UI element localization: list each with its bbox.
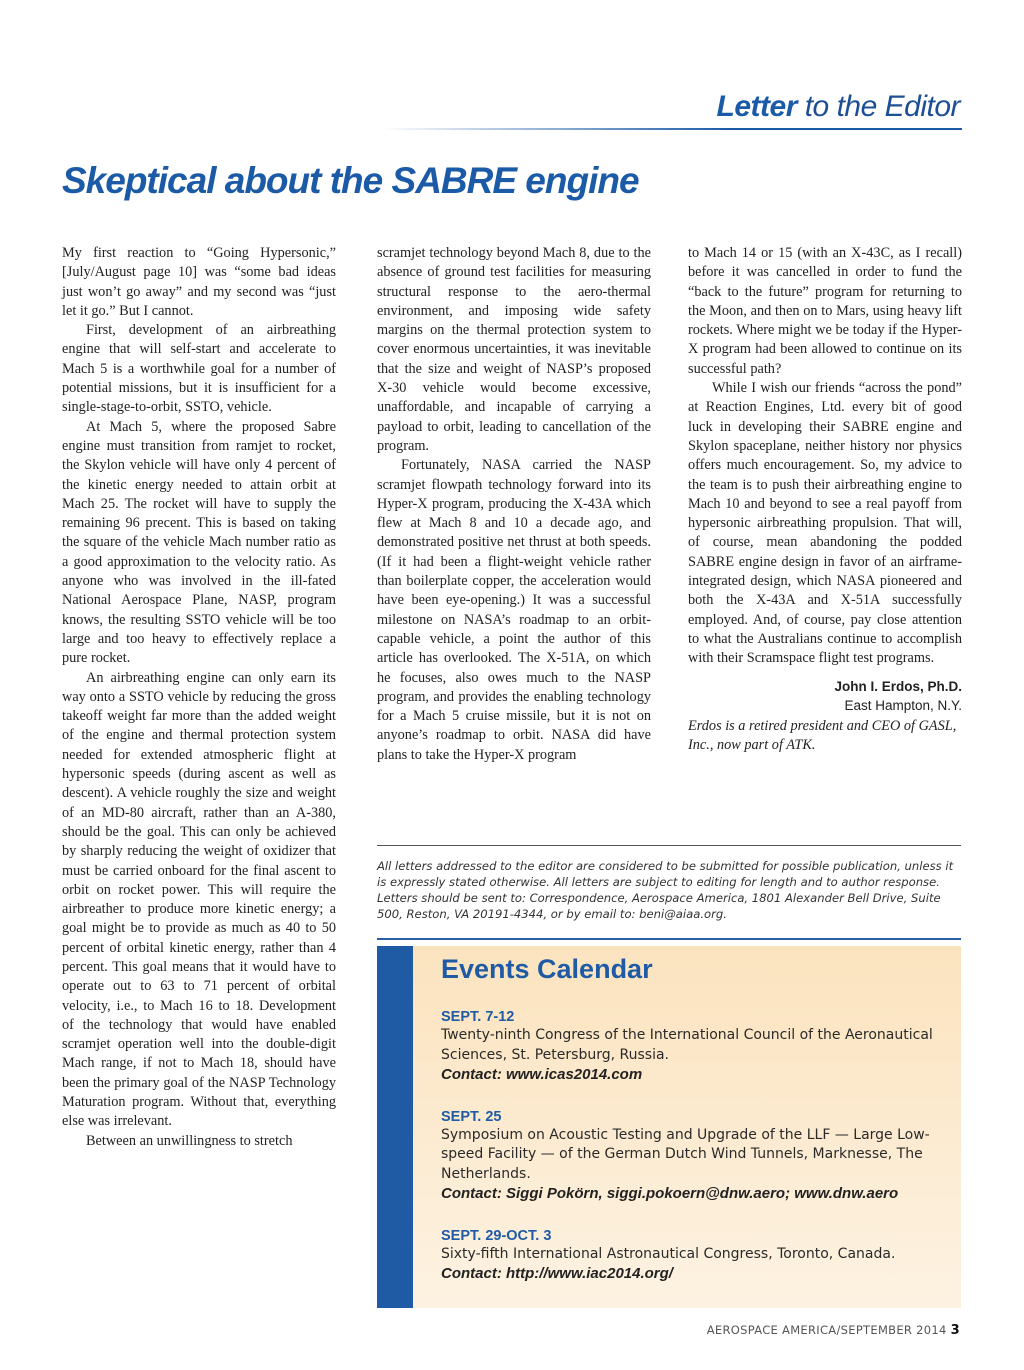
event-date: SEPT. 7-12 <box>441 1009 515 1025</box>
section-header-strong: Letter <box>716 90 797 123</box>
event-item <box>441 1009 951 1085</box>
event-contact: Contact: www.icas2014.com <box>441 1066 643 1083</box>
events-calendar <box>377 946 961 1308</box>
page-number: 3 <box>950 1323 960 1338</box>
paragraph: Between an unwillingness to stretch <box>86 1132 293 1149</box>
events-accent-bar <box>377 946 413 1308</box>
paragraph: My first reaction to “Going Hypersonic,” [July/August page 10] was “some bad ideas just won’t go away” and my second was “just let it go.” But I cannot. <box>62 245 336 319</box>
divider <box>377 938 961 940</box>
event-description: Sixty-fifth International Astronautical Congress, Toronto, Canada. <box>441 1245 896 1262</box>
events-title: Events Calendar <box>441 954 653 984</box>
section-header-rest: to the Editor <box>796 90 960 123</box>
event-contact: Contact: Siggi Pokörn, siggi.pokoern@dnw.aero; www.dnw.aero <box>441 1185 899 1202</box>
event-date: SEPT. 29-OCT. 3 <box>441 1227 552 1244</box>
event-description: Symposium on Acoustic Testing and Upgrade of the LLF — Large Low-speed Facility — of the German Dutch Wind Tunnels, Marknesse, The Netherlands. <box>441 1126 930 1182</box>
paragraph: to Mach 14 or 15 (with an X-43C, as I recall) before it was cancelled in order to fund the “back to the future” program for returning to the Moon, and then on to Mars, using heavy lift rockets. Where might we be today if the Hyper-X program had been allowed to continue on its successful path? <box>688 245 962 377</box>
paragraph: At Mach 5, where the proposed Sabre engine must transition from ramjet to rocket, the Skylon vehicle will have only 4 percent of the kinetic energy needed to attain orbit at Mach 25. The rocket will have to supply the remaining 96 precent. This is based on taking the square of the vehicle Mach number ratio as a good approximation to the velocity ratio. As anyone who was involved in the ill-fated National Aerospace Plane, NASP, program knows, the resulting SSTO vehicle will be too large and too heavy to effectively replace a pure rocket. <box>62 418 336 667</box>
events-content <box>441 954 951 1308</box>
header-rule <box>382 128 962 130</box>
author-bio: Erdos is a retired president and CEO of GASL, Inc., now part of ATK. <box>688 718 957 754</box>
paragraph: While I wish our friends “across the pond” at Reaction Engines, Ltd. every bit of good luck in developing their SABRE engine and Skylon spaceplane, neither history nor physics offers much encouragement. So, my advice to the team is to push their airbreathing engine to Mach 10 and beyond to see a real payoff from hypersonic airbreathing propulsion. That will, of course, mean abandoning the podded SABRE engine design in favor of an airframe-integrated design, which NASA pioneered and both the X-43A and X-51A successfully employed. And, of course, pay close attention to what the Australians continue to accomplish with their Scramspace flight test programs. <box>688 380 962 667</box>
letter-column-2 <box>377 244 651 765</box>
publication-line: AEROSPACE AMERICA/SEPTEMBER 2014 <box>706 1323 947 1337</box>
event-item <box>441 1228 951 1284</box>
paragraph: An airbreathing engine can only earn its way onto a SSTO vehicle by reducing the gross takeoff weight far more than the added weight of the engine and thermal protection system needed for extended atmospheric flight at hypersonic speeds (during ascent as well as descent). A vehicle roughly the size and weight of an MD-80 aircraft, rather than an A-380, should be the goal. This can only be achieved by sharply reducing the weight of oxidizer that must be carried onboard for the final ascent to orbit on rocket power. This will require the airbreather to produce more kinetic energy; a goal might be to provide as much as 40 to 50 percent of orbital kinetic energy, rather than 4 percent. This goal means that it would have to operate out to 63 to 71 percent of orbital velocity, i.e., to Mach 16 to 18. Development of the technology that would have enabled scramjet operation well into the double-digit Mach range, if not to Mach 18, should have been the primary goal of the NASP Technology Maturation program. Without that, everything else was irrelevant. <box>62 669 336 1130</box>
event-date: SEPT. 25 <box>441 1108 502 1125</box>
event-description: Twenty-ninth Congress of the International Council of the Aeronautical Sciences, St. Petersburg, Russia. <box>441 1027 933 1063</box>
letter-column-1 <box>62 244 336 1151</box>
letter-column-3 <box>688 244 962 756</box>
headline: Skeptical about the SABRE engine <box>62 160 639 201</box>
paragraph: First, development of an airbreathing engine that will self-start and accelerate to Mach 5 is a worthwhile goal for a number of potential missions, but it is insufficient for a single-stage-to-orbit, SSTO, vehicle. <box>62 322 336 416</box>
event-contact: Contact: http://www.iac2014.org/ <box>441 1265 673 1282</box>
section-header <box>717 90 960 124</box>
paragraph: Fortunately, NASA carried the NASP scramjet flowpath technology forward into its Hyper-X program, producing the X-43A which flew at Mach 8 and 10 a decade ago, and demonstrated positive net thrust at both speeds. (If it had been a flight-weight vehicle rather than boilerplate copper, the acceleration would have been eye-opening.) It was a successful milestone on NASA’s roadmap to an orbit-capable vehicle, a point the author of this article has overlooked. The X-51A, on which he focuses, also owes much to the NASP program, and provides the enabling technology for a Mach 5 cruise missile, but it is not on anyone’s roadmap to orbit. NASA did have plans to take the Hyper-X program <box>377 457 651 763</box>
divider <box>377 845 961 846</box>
signature-place: East Hampton, N.Y. <box>844 697 962 713</box>
paragraph: scramjet technology beyond Mach 8, due to the absence of ground test facilities for measuring structural response to the aero-thermal environment, and imposing wide safety margins on the thermal protection system to cover enormous uncertainties, it was inevitable that the size and weight of NASP’s proposed X-30 vehicle would become excessive, unaffordable, and incapable of carrying a payload to orbit, leading to cancellation of the program. <box>377 245 651 454</box>
page-footer <box>707 1323 960 1338</box>
signature-name: John I. Erdos, Ph.D. <box>834 678 962 694</box>
submission-note: All letters addressed to the editor are considered to be submitted for possible publication, unless it is expressly stated otherwise. All letters are subject to editing for length and to author response. Letters should be sent to: Correspondence, Aerospace America, 1801 Alexander Bell Drive, Suite 500, Reston, VA 20191-4344, or by email to: beni@aiaa.org. <box>377 859 954 921</box>
event-item <box>441 1109 951 1204</box>
